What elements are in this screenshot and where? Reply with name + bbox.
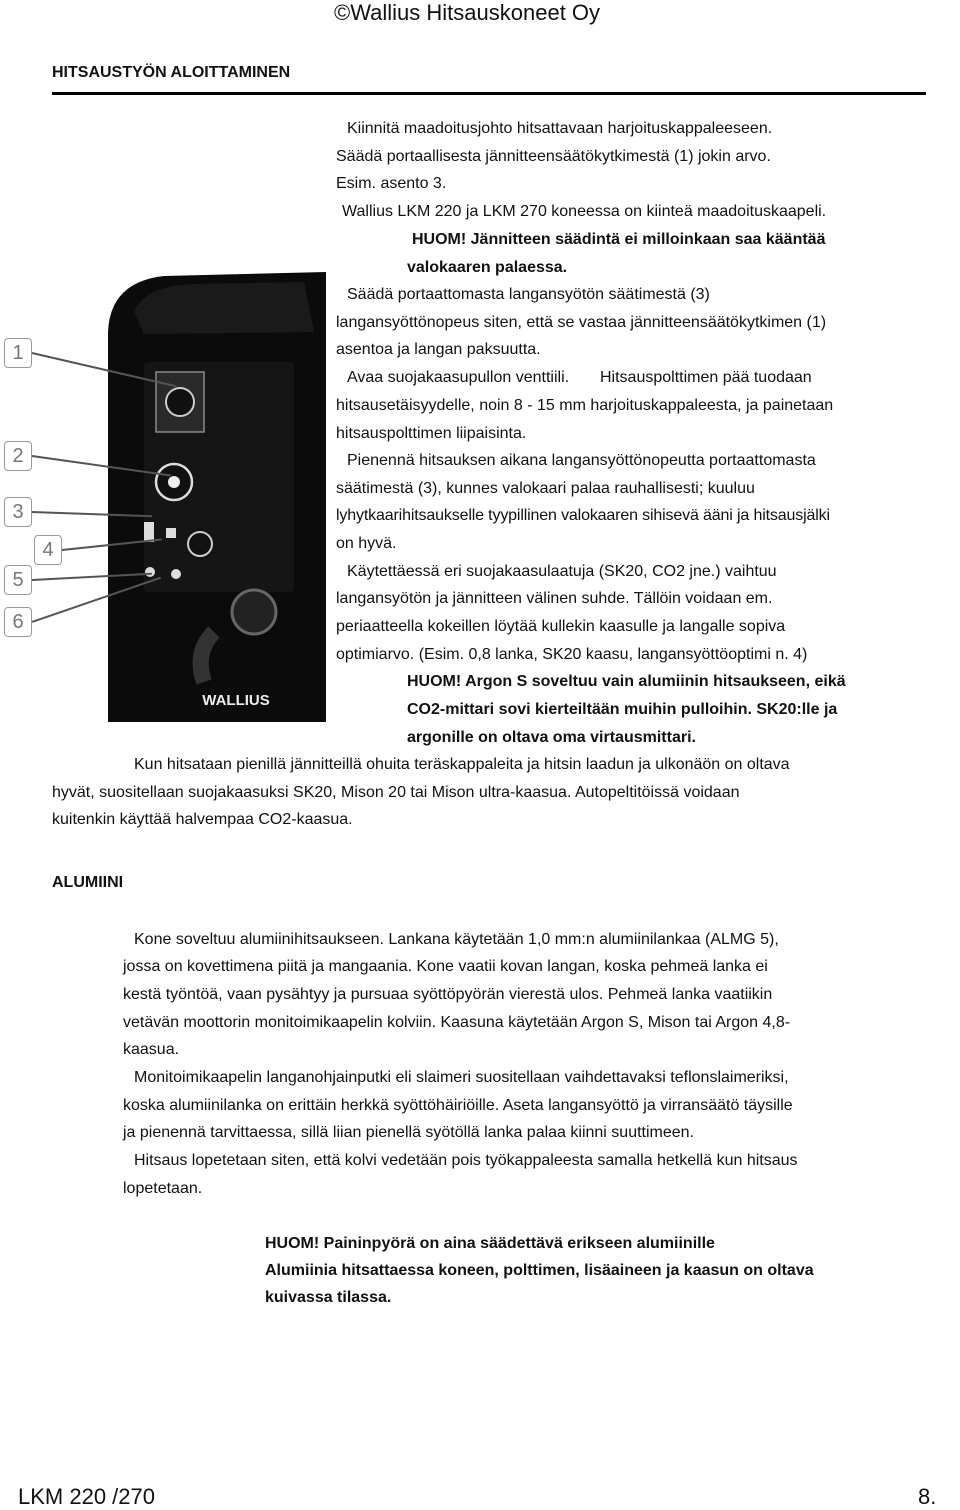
section-title-aluminium: ALUMIINI xyxy=(52,874,124,891)
text-line: Avaa suojakaasupullon venttiili. xyxy=(347,369,570,386)
callout-label-2: 2 xyxy=(4,441,32,471)
warning-line: argonille on oltava oma virtausmittari. xyxy=(407,729,696,746)
text-line: Säädä portaattomasta langansyötön säätimestä (3) xyxy=(347,286,710,303)
text-line: Esim. asento 3. xyxy=(336,175,447,192)
callout-label-3: 3 xyxy=(4,497,32,527)
text-line: Kiinnitä maadoitusjohto hitsattavaan harjoituskappaleeseen. xyxy=(347,120,773,137)
text-line: lopetetaan. xyxy=(123,1180,203,1197)
warning-line: HUOM! Paininpyörä on aina säädettävä erikseen alumiinille xyxy=(265,1235,715,1252)
text-line: Kun hitsataan pienillä jännitteillä ohuita teräskappaleita ja hitsin laadun ja ulkonäön on oltava xyxy=(134,756,790,773)
warning-line: Alumiinia hitsattaessa koneen, polttimen, lisäaineen ja kaasun on oltava xyxy=(265,1262,814,1279)
text-line: langansyöttönopeus siten, että se vastaa jännitteensäätökytkimen (1) xyxy=(336,314,827,331)
welding-machine-photo xyxy=(104,272,326,722)
text-line: jossa on kovettimena piitä ja mangaania. Kone vaatii kovan langan, koska pehmeä lanka ei xyxy=(123,958,768,975)
brand-logo: WALLIUS xyxy=(202,692,270,709)
warning-line: HUOM! Argon S soveltuu vain alumiinin hitsaukseen, eikä xyxy=(407,673,846,690)
warning-line: HUOM! Jännitteen säädintä ei milloinkaan saa kääntää xyxy=(412,231,826,248)
text-line: Kone soveltuu alumiinihitsaukseen. Lankana käytetään 1,0 mm:n alumiinilankaa (ALMG 5), xyxy=(134,931,779,948)
text-line: Käytettäessä eri suojakaasulaatuja (SK20, CO2 jne.) vaihtuu xyxy=(347,563,777,580)
callout-label-5: 5 xyxy=(4,565,32,595)
text-line: hyvät, suositellaan suojakaasuksi SK20, Mison 20 tai Mison ultra-kaasua. Autopeltitöissä voidaan xyxy=(52,784,740,801)
text-line: Monitoimikaapelin langanohjainputki eli slaimeri suositellaan vaihdettavaksi teflonslaimeriksi, xyxy=(134,1069,789,1086)
text-line: kaasua. xyxy=(123,1041,180,1058)
footer-page-number: 8. xyxy=(918,1484,937,1509)
text-line: Pienennä hitsauksen aikana langansyöttönopeutta portaattomasta xyxy=(347,452,816,469)
text-line: hitsausetäisyydelle, noin 8 - 15 mm harjoituskappaleesta, ja painetaan xyxy=(336,397,834,414)
callout-label-1: 1 xyxy=(4,338,32,368)
warning-line: CO2-mittari sovi kierteiltään muihin pulloihin. SK20:lle ja xyxy=(407,701,838,718)
copyright-header: ©Wallius Hitsauskoneet Oy xyxy=(334,0,601,25)
callout-label-6: 6 xyxy=(4,607,32,637)
text-line: Säädä portaallisesta jännitteensäätökytkimestä (1) jokin arvo. xyxy=(336,148,771,165)
text-line: asentoa ja langan paksuutta. xyxy=(336,341,541,358)
text-line: periaatteella kokeillen löytää kullekin kaasulle ja langalle sopiva xyxy=(336,618,786,635)
warning-line: kuivassa tilassa. xyxy=(265,1289,392,1306)
footer-model: LKM 220 /270 xyxy=(18,1484,155,1509)
text-line: vetävän moottorin monitoimikaapelin kolviin. Kaasuna käytetään Argon S, Mison tai Argon 4,8- xyxy=(123,1014,791,1031)
text-line: langansyötön ja jännitteen välinen suhde. Tällöin voidaan em. xyxy=(336,590,773,607)
text-line: kestä työntöä, vaan pysähtyy ja pursuaa syöttöpyörän vierestä ulos. Pehmeä lanka vaatiikin xyxy=(123,986,773,1003)
text-line: ja pienennä tarvittaessa, sillä liian pienellä syötöllä lanka palaa kiinni suuttimeen. xyxy=(123,1124,695,1141)
text-line: on hyvä. xyxy=(336,535,397,552)
text-line: lyhytkaarihitsaukselle tyypillinen valokaaren sihisevä ääni ja hitsausjälki xyxy=(336,507,830,524)
text-line: hitsauspolttimen liipaisinta. xyxy=(336,425,527,442)
text-line: Hitsaus lopetetaan siten, että kolvi vedetään pois työkappaleesta samalla hetkellä kun hitsaus xyxy=(134,1152,798,1169)
text-line: optimiarvo. (Esim. 0,8 lanka, SK20 kaasu, langansyöttöoptimi n. 4) xyxy=(336,646,808,663)
text-line: säätimestä (3), kunnes valokaari palaa rauhallisesti; kuuluu xyxy=(336,480,755,497)
text-line: koska alumiinilanka on erittäin herkkä syöttöhäiriöille. Aseta langansyöttö ja virransäätö täysille xyxy=(123,1097,793,1114)
callout-label-4: 4 xyxy=(34,535,62,565)
warning-line: valokaaren palaessa. xyxy=(407,259,568,276)
text-line: Hitsauspolttimen pää tuodaan xyxy=(600,369,812,386)
text-line: Wallius LKM 220 ja LKM 270 koneessa on kiinteä maadoituskaapeli. xyxy=(342,203,827,220)
header-divider xyxy=(52,92,926,95)
section-title-start-welding: HITSAUSTYÖN ALOITTAMINEN xyxy=(52,64,291,81)
text-line: kuitenkin käyttää halvempaa CO2-kaasua. xyxy=(52,811,353,828)
